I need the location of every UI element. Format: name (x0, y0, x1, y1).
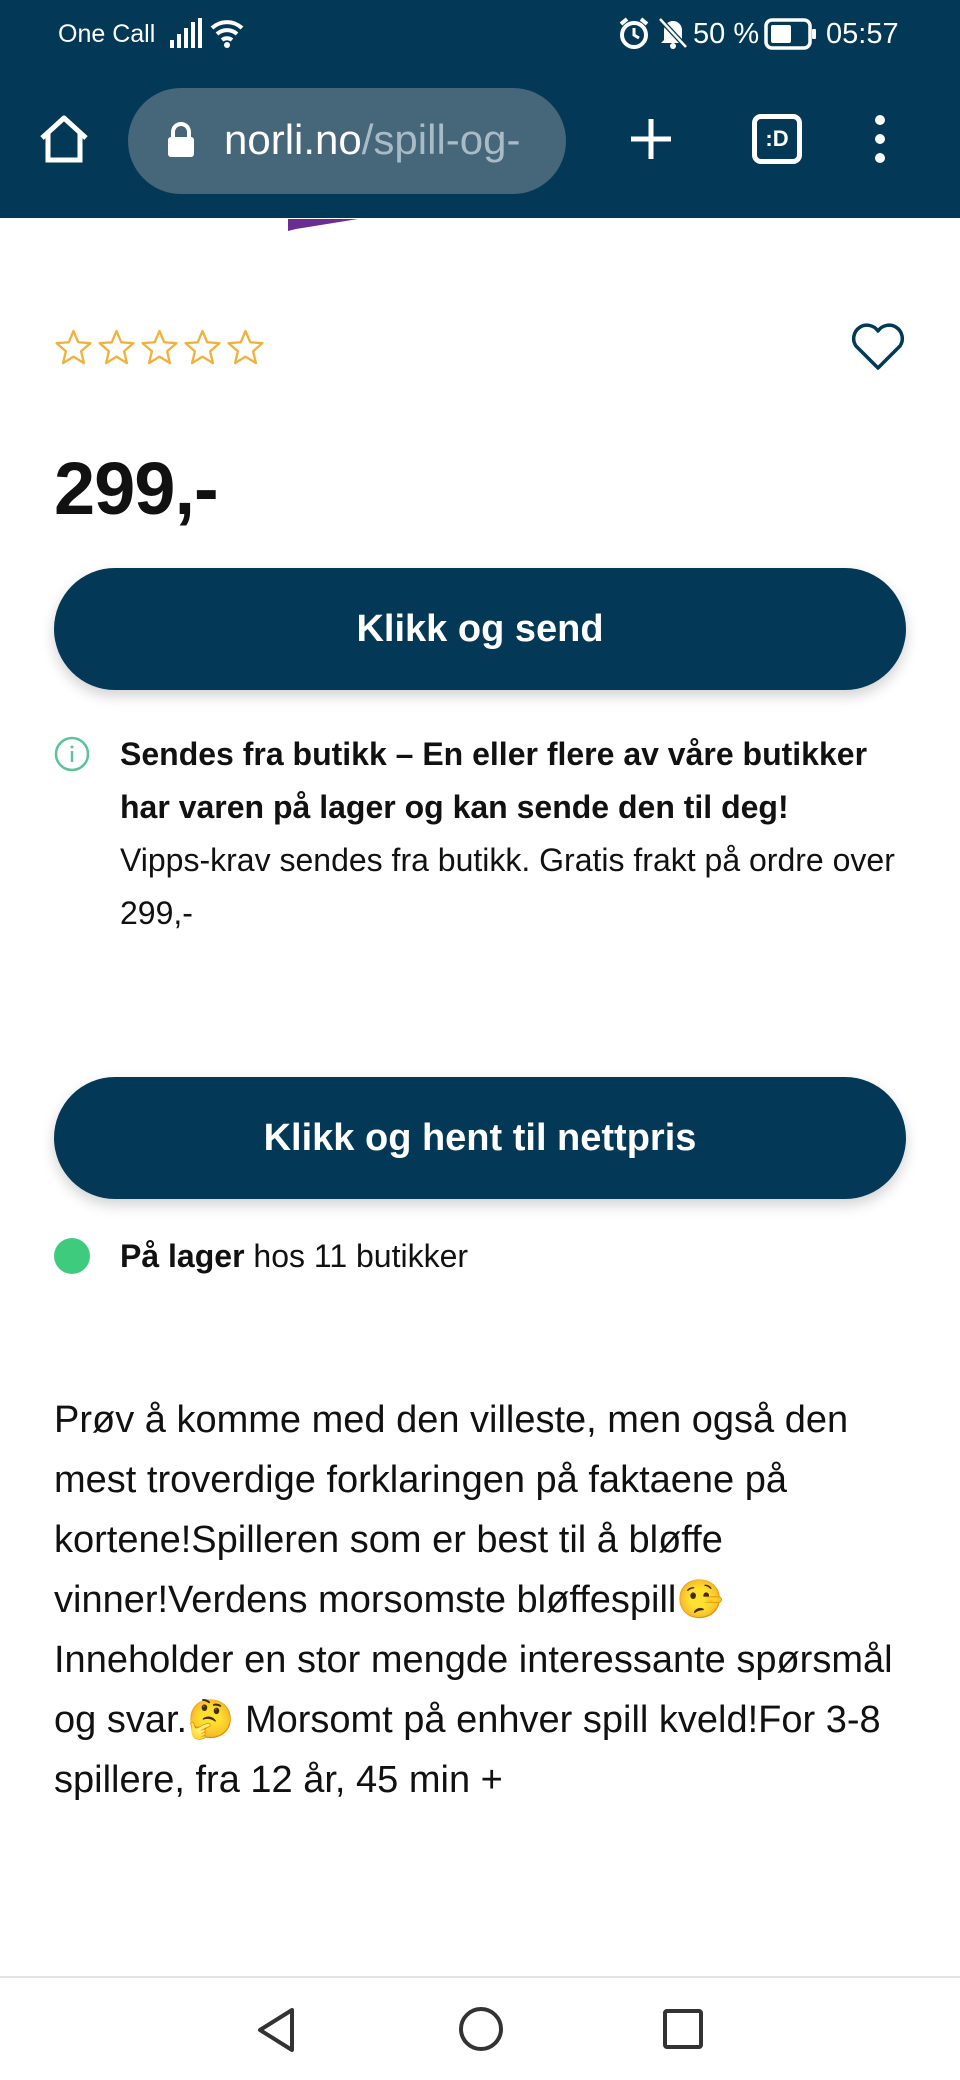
shipping-detail: Vipps-krav sendes fra butikk. Gratis frakt på ordre over 299,- (120, 842, 895, 931)
address-bar[interactable] (128, 88, 566, 194)
clock: 05:57 (826, 18, 899, 50)
home-circle-icon[interactable] (458, 2006, 504, 2057)
url-text (224, 116, 520, 164)
back-icon[interactable] (254, 2006, 298, 2059)
battery-icon (764, 18, 818, 55)
alarm-icon (618, 16, 650, 55)
home-icon[interactable] (36, 110, 92, 166)
signal-icon (170, 18, 204, 53)
star-icon (140, 328, 179, 367)
recents-icon[interactable] (662, 2008, 704, 2055)
battery-percent: 50 % (693, 18, 760, 50)
star-icon (226, 328, 265, 367)
system-nav-bar (0, 1976, 960, 2080)
product-description: Prøv å komme med den villeste, men også den mest troverdige forklaringen på faktaene på kortene!Spilleren som er best til å bløffe vinner!Verdens morsomste bløffespill🤥 Inneholder en stor mengde interessante spørsmål og svar.🤔 Morsomt på enhver spill kveld!For 3-8 spillere, fra 12 år, 45 min + (54, 1399, 893, 1801)
browser-toolbar (0, 70, 960, 218)
plus-icon[interactable] (628, 116, 674, 167)
product-image-edge (288, 218, 358, 236)
bell-muted-icon (658, 16, 688, 55)
shipping-info (120, 728, 910, 940)
star-icon (54, 328, 93, 367)
status-bar (0, 0, 960, 70)
heart-icon[interactable] (850, 322, 906, 377)
stock-info (120, 1238, 468, 1275)
rating-stars (54, 328, 265, 367)
lock-icon (166, 122, 196, 163)
wifi-icon (210, 16, 244, 53)
stock-detail: hos 11 butikker (244, 1238, 469, 1274)
menu-icon[interactable] (872, 114, 888, 169)
carrier-name: One Call (58, 20, 156, 48)
tabs-icon[interactable]: :D (752, 114, 802, 164)
url-path: /spill-og- (361, 116, 521, 163)
shipping-headline: Sendes fra butikk – En eller flere av våre butikker har varen på lager og kan sende den til deg! (120, 736, 868, 825)
info-icon (54, 736, 90, 777)
star-icon (97, 328, 136, 367)
click-and-send-button[interactable]: Klikk og send (54, 568, 906, 690)
product-price: 299,- (54, 447, 218, 530)
star-icon (183, 328, 222, 367)
stock-status: På lager (120, 1238, 245, 1274)
url-domain: norli.no (224, 116, 362, 163)
stock-status-dot (54, 1238, 90, 1274)
click-and-collect-button[interactable]: Klikk og hent til nettpris (54, 1077, 906, 1199)
